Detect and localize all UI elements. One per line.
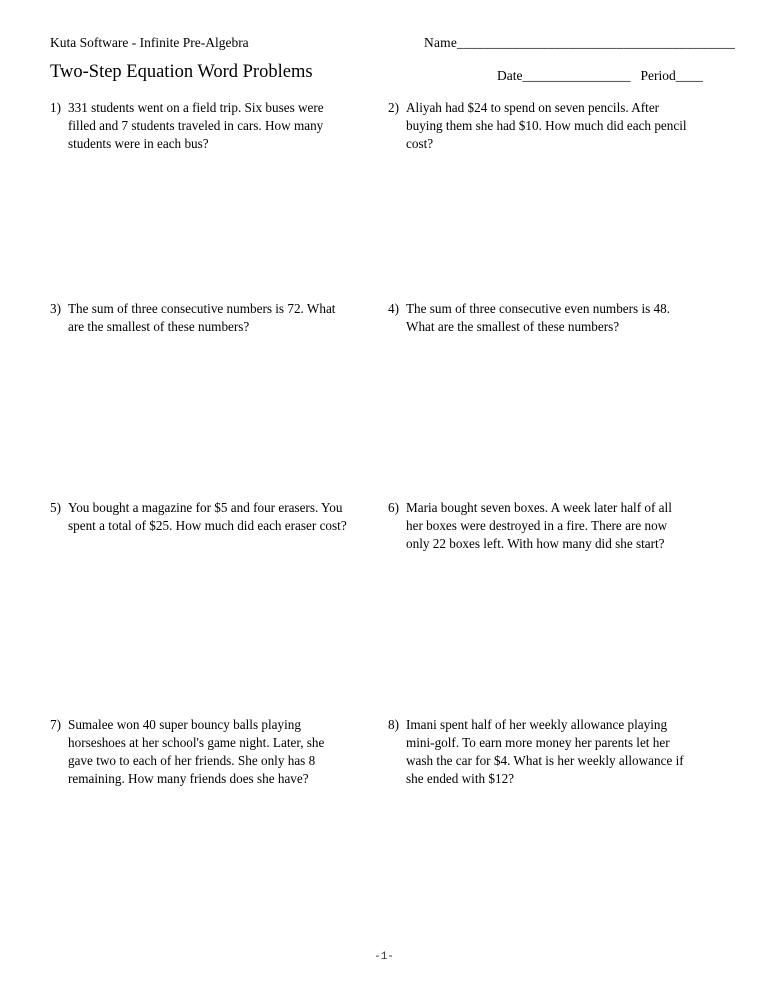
problem-item-2 (388, 99, 688, 153)
problem-text: The sum of three consecutive even numbers is 48. What are the smallest of these numbers? (406, 301, 671, 334)
problem-number: 8) (388, 717, 399, 732)
name-field-line: Name________________________________________ (424, 35, 736, 50)
problem-number: 2) (388, 100, 399, 115)
worksheet-title: Two-Step Equation Word Problems (50, 62, 313, 82)
problem-item-5 (50, 499, 350, 535)
problem-text: You bought a magazine for $5 and four erasers. You spent a total of $25. How much did each eraser cost? (68, 500, 347, 533)
problem-item-6 (388, 499, 688, 553)
problem-item-1 (50, 99, 350, 153)
software-brand-label: Kuta Software - Infinite Pre-Algebra (50, 35, 249, 50)
problem-number: 7) (50, 717, 61, 732)
date-field-line: Date________________ (497, 68, 631, 83)
problem-number: 5) (50, 500, 61, 515)
problem-item-8 (388, 716, 688, 788)
date-period-line (497, 68, 703, 84)
problem-text: Aliyah had $24 to spend on seven pencils. After buying them she had $10. How much did each pencil cost? (406, 100, 687, 151)
period-field-line: Period____ (640, 68, 703, 83)
problem-text: Imani spent half of her weekly allowance playing mini-golf. To earn more money her parents let her wash the car for $4. What is her weekly allowance if she ended with $12? (406, 717, 684, 786)
problem-number: 6) (388, 500, 399, 515)
problem-text: The sum of three consecutive numbers is 72. What are the smallest of these numbers? (68, 301, 336, 334)
problem-item-7 (50, 716, 350, 788)
problem-item-4 (388, 300, 688, 336)
problem-number: 1) (50, 100, 61, 115)
problem-text: Maria bought seven boxes. A week later half of all her boxes were destroyed in a fire. There are now only 22 boxes left. With how many did she start? (406, 500, 672, 551)
problem-number: 3) (50, 301, 61, 316)
page-number: -1- (374, 951, 394, 963)
problem-text: Sumalee won 40 super bouncy balls playing horseshoes at her school's game night. Later, she gave two to each of her friends. She only has 8 remaining. How many friends does she have? (68, 717, 325, 786)
problem-item-3 (50, 300, 350, 336)
problem-text: 331 students went on a field trip. Six buses were filled and 7 students traveled in cars. How many students were in each bus? (68, 100, 324, 151)
problem-number: 4) (388, 301, 399, 316)
